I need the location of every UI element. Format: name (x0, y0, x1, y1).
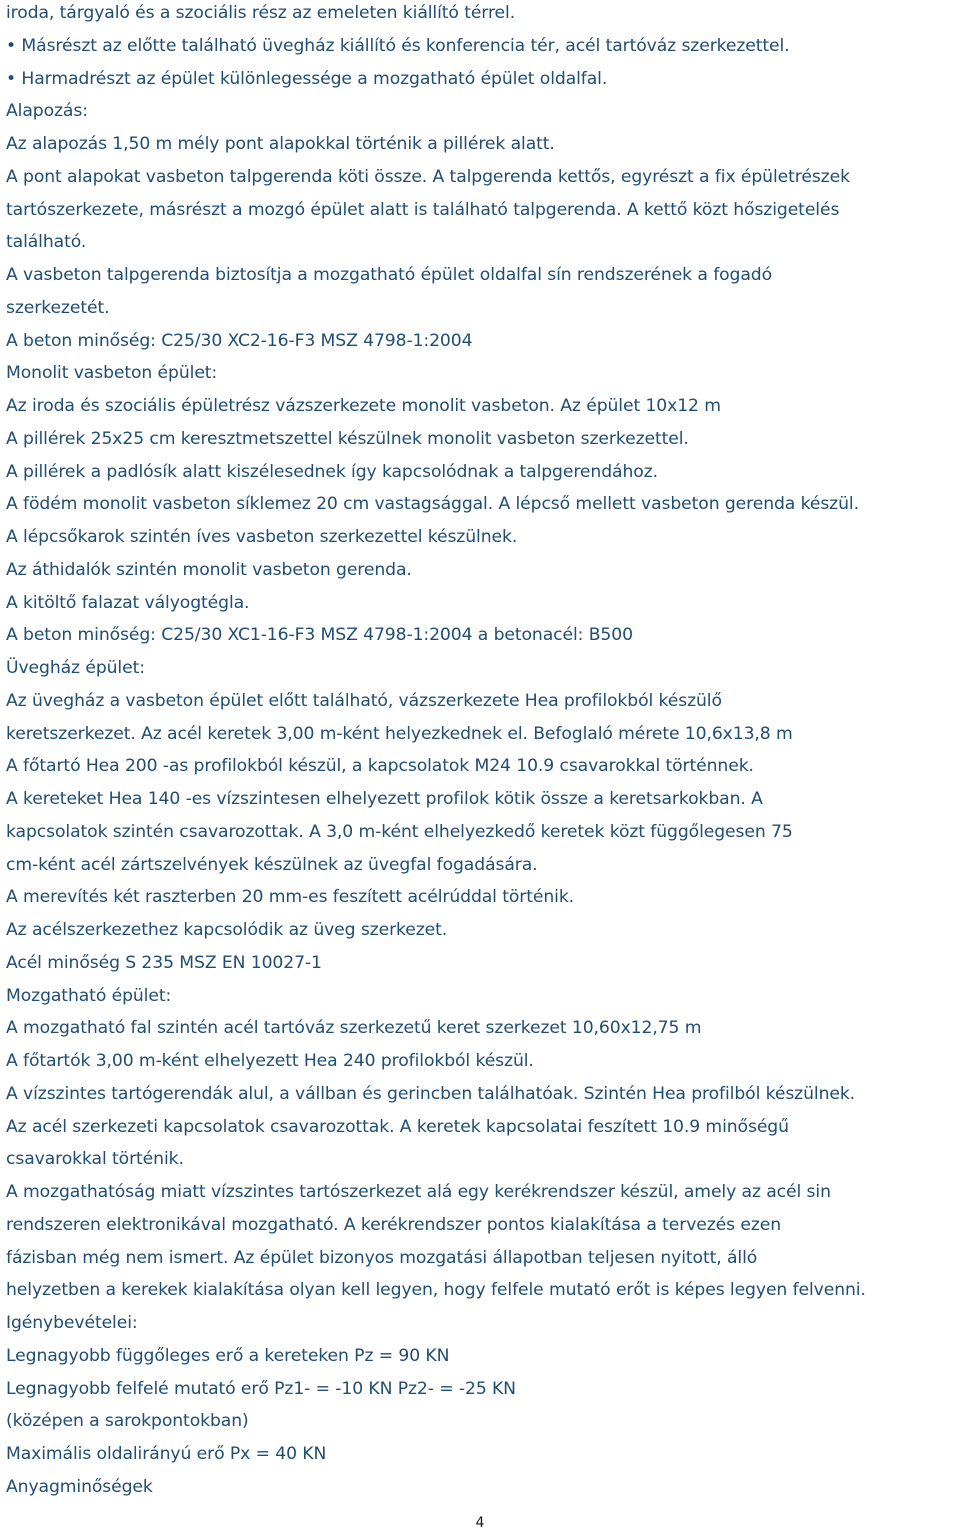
text-line: szerkezetét. (6, 297, 110, 318)
text-line: A kitöltő falazat vályogtégla. (6, 592, 250, 613)
text-line: • Harmadrészt az épület különlegessége a mozgatható épület oldalfal. (6, 68, 608, 89)
text-line: tartószerkezete, másrészt a mozgó épület alatt is található talpgerenda. A kettő közt hőszigetelés (6, 199, 840, 220)
text-line: A mozgatható fal szintén acél tartóváz szerkezetű keret szerkezet 10,60x12,75 m (6, 1018, 702, 1039)
text-line: A födém monolit vasbeton síklemez 20 cm vastagsággal. A lépcső mellett vasbeton gerenda készül. (6, 494, 859, 515)
text-line: kapcsolatok szintén csavarozottak. A 3,0 m-ként elhelyezkedő keretek közt függőlegesen 75 (6, 821, 793, 842)
text-line: Az üvegház a vasbeton épület előtt található, vázszerkezete Hea profilokból készülő (6, 690, 722, 711)
text-line: csavarokkal történik. (6, 1149, 184, 1170)
text-line: fázisban még nem ismert. Az épület bizonyos mozgatási állapotban teljesen nyitott, álló (6, 1247, 758, 1268)
text-line: Monolit vasbeton épület: (6, 363, 218, 384)
text-line: iroda, tárgyaló és a szociális rész az emeleten kiállító térrel. (6, 3, 516, 23)
text-line: • Másrészt az előtte található üvegház kiállító és konferencia tér, acél tartóváz szerkezettel. (6, 35, 790, 56)
text-line: A pont alapokat vasbeton talpgerenda köti össze. A talpgerenda kettős, egyrészt a fix épületrészek (6, 166, 850, 187)
text-line: cm-ként acél zártszelvények készülnek az üvegfal fogadására. (6, 854, 538, 875)
text-line: Igénybevételei: (6, 1313, 138, 1333)
text-line: Az iroda és szociális épületrész vázszerkezete monolit vasbeton. Az épület 10x12 m (6, 396, 721, 416)
text-line: Az acél szerkezeti kapcsolatok csavarozottak. A keretek kapcsolatai feszített 10.9 minőségű (6, 1116, 789, 1137)
text-line: A főtartók 3,00 m-ként elhelyezett Hea 240 profilokból készül. (6, 1051, 534, 1071)
text-line: Legnagyobb függőleges erő a kereteken Pz = 90 KN (6, 1345, 450, 1366)
text-line: található. (6, 232, 87, 253)
text-line: A beton minőség: C25/30 XC2-16-F3 MSZ 4798-1:2004 (6, 330, 473, 351)
text-line: Üvegház épület: (6, 658, 145, 678)
text-line: A beton minőség: C25/30 XC1-16-F3 MSZ 4798-1:2004 a betonacél: B500 (6, 625, 633, 646)
text-line: Az alapozás 1,50 m mély pont alapokkal történik a pillérek alatt. (6, 134, 555, 154)
text-line: A pillérek a padlósík alatt kiszélesednek így kapcsolódnak a talpgerendához. (6, 461, 658, 482)
text-line: A mozgathatóság miatt vízszintes tartószerkezet alá egy kerékrendszer készül, amely az acél sin (6, 1182, 831, 1202)
page-number: 4 (475, 1515, 485, 1531)
text-line: helyzetben a kerekek kialakítása olyan kell legyen, hogy felfele mutató erőt is képes legyen felvenni. (6, 1280, 866, 1301)
text-line: Legnagyobb felfelé mutató erő Pz1- = -10 KN Pz2- = -25 KN (6, 1378, 516, 1399)
text-line: A lépcsőkarok szintén íves vasbeton szerkezettel készülnek. (6, 527, 518, 547)
text-line: rendszeren elektronikával mozgatható. A kerékrendszer pontos kialakítása a tervezés ezen (6, 1214, 782, 1235)
text-line: A pillérek 25x25 cm keresztmetszettel készülnek monolit vasbeton szerkezettel. (6, 428, 689, 449)
text-line: Acél minőség S 235 MSZ EN 10027-1 (6, 952, 322, 973)
text-line: keretszerkezet. Az acél keretek 3,00 m-ként helyezkednek el. Befoglaló mérete 10,6x13,8 m (6, 723, 793, 744)
text-line: A vízszintes tartógerendák alul, a vállban és gerincben találhatóak. Szintén Hea profilból készülnek. (6, 1083, 856, 1104)
text-line: Alapozás: (6, 101, 88, 122)
text-line: A kereteket Hea 140 -es vízszintesen elhelyezett profilok kötik össze a keretsarkokban. A (6, 789, 763, 809)
text-line: Mozgatható épület: (6, 985, 172, 1006)
text-line: Anyagminőségek (6, 1476, 153, 1497)
text-line: Az áthidalók szintén monolit vasbeton gerenda. (6, 559, 412, 580)
text-line: (középen a sarokpontokban) (6, 1411, 249, 1432)
text-line: Az acélszerkezethez kapcsolódik az üveg szerkezet. (6, 920, 448, 940)
text-line: A merevítés két raszterben 20 mm-es feszített acélrúddal történik. (6, 887, 575, 908)
text-line: A főtartó Hea 200 -as profilokból készül, a kapcsolatok M24 10.9 csavarokkal történnek. (6, 756, 754, 777)
text-line: Maximális oldalirányú erő Px = 40 KN (6, 1444, 327, 1464)
text-line: A vasbeton talpgerenda biztosítja a mozgatható épület oldalfal sín rendszerének a fogadó (6, 265, 773, 285)
